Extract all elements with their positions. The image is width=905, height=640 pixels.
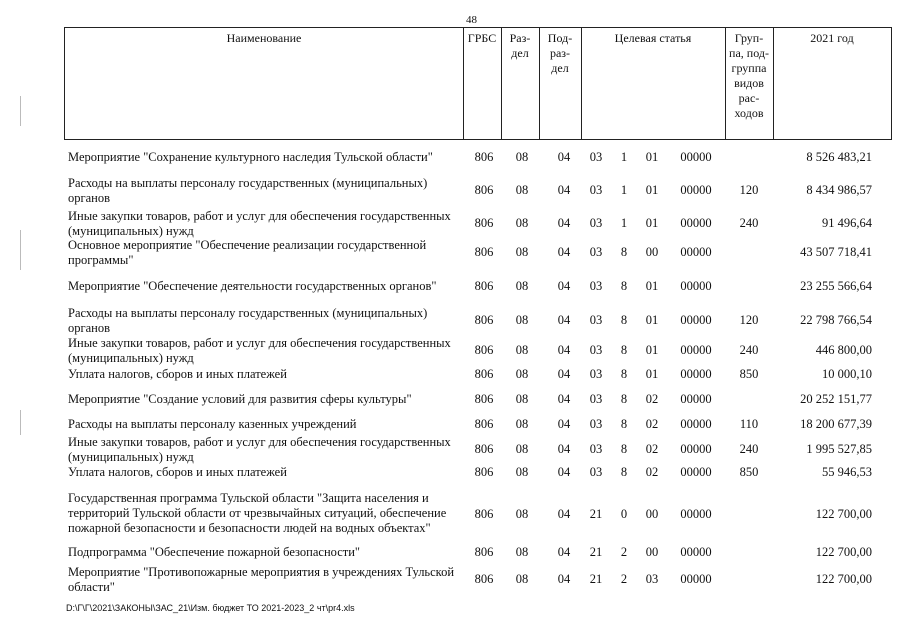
cell-c4: 00000 xyxy=(680,367,712,381)
table-row xyxy=(0,238,905,268)
row-name: Расходы на выплаты персоналу казенных учреждений xyxy=(68,417,357,431)
table-row xyxy=(0,565,905,595)
cell-amount: 8 434 986,57 xyxy=(806,183,872,197)
cell-c1: 03 xyxy=(589,343,603,357)
cell-amount: 122 700,00 xyxy=(815,507,872,521)
cell-podrazdel: 04 xyxy=(557,150,571,164)
cell-c4: 00000 xyxy=(680,216,712,230)
cell-c1: 03 xyxy=(589,313,603,327)
cell-podrazdel: 04 xyxy=(557,279,571,293)
cell-grbs: 806 xyxy=(474,313,494,327)
cell-c2: 1 xyxy=(620,150,628,164)
cell-c2: 8 xyxy=(620,313,628,327)
cell-vr: 120 xyxy=(739,313,759,327)
cell-c2: 8 xyxy=(620,367,628,381)
cell-c2: 8 xyxy=(620,343,628,357)
row-name: Подпрограмма "Обеспечение пожарной безопасности" xyxy=(68,545,361,559)
row-name: Иные закупки товаров, работ и услуг для обеспечения государственных (муниципальных) нужд xyxy=(68,435,451,464)
cell-c3: 00 xyxy=(645,507,659,521)
cell-amount: 446 800,00 xyxy=(815,343,872,357)
header-gruppa: Груп- па, под- группа видов рас- ходов xyxy=(729,31,769,120)
table-row xyxy=(0,491,905,539)
scan-margin-mark xyxy=(20,230,21,270)
cell-vr: 240 xyxy=(739,442,759,456)
table-row xyxy=(0,465,905,481)
cell-vr: 850 xyxy=(739,465,759,479)
cell-grbs: 806 xyxy=(474,367,494,381)
cell-c4: 00000 xyxy=(680,279,712,293)
cell-grbs: 806 xyxy=(474,183,494,197)
cell-podrazdel: 04 xyxy=(557,507,571,521)
table-row xyxy=(0,176,905,206)
cell-c3: 03 xyxy=(645,572,659,586)
table-row xyxy=(0,150,905,166)
cell-podrazdel: 04 xyxy=(557,572,571,586)
cell-c1: 03 xyxy=(589,442,603,456)
cell-c3: 00 xyxy=(645,245,659,259)
cell-razdel: 08 xyxy=(515,417,529,431)
cell-grbs: 806 xyxy=(474,343,494,357)
cell-c2: 1 xyxy=(620,183,628,197)
table-row xyxy=(0,435,905,465)
cell-c4: 00000 xyxy=(680,417,712,431)
cell-c4: 00000 xyxy=(680,245,712,259)
cell-c3: 02 xyxy=(645,392,659,406)
row-name: Расходы на выплаты персоналу государственных (муниципальных) органов xyxy=(68,306,428,335)
cell-amount: 91 496,64 xyxy=(822,216,872,230)
row-name: Государственная программа Тульской области "Защита населения и территорий Тульской области от чрезвычайных ситуаций, обеспечение пожарной безопасности и безопасности людей на водных объектах" xyxy=(68,491,447,535)
cell-amount: 1 995 527,85 xyxy=(806,442,872,456)
table-row xyxy=(0,209,905,239)
row-name: Уплата налогов, сборов и иных платежей xyxy=(68,367,287,381)
cell-amount: 43 507 718,41 xyxy=(800,245,872,259)
cell-c4: 00000 xyxy=(680,572,712,586)
row-name: Мероприятие "Создание условий для развития сферы культуры" xyxy=(68,392,412,406)
cell-razdel: 08 xyxy=(515,183,529,197)
cell-c1: 03 xyxy=(589,150,603,164)
cell-c3: 02 xyxy=(645,465,659,479)
row-name: Мероприятие "Противопожарные мероприятия в учреждениях Тульской области" xyxy=(68,565,455,594)
table-header xyxy=(64,27,892,140)
cell-c2: 8 xyxy=(620,279,628,293)
cell-grbs: 806 xyxy=(474,245,494,259)
cell-amount: 18 200 677,39 xyxy=(800,417,872,431)
cell-c2: 8 xyxy=(620,392,628,406)
cell-amount: 122 700,00 xyxy=(815,572,872,586)
row-name: Уплата налогов, сборов и иных платежей xyxy=(68,465,287,479)
cell-razdel: 08 xyxy=(515,367,529,381)
cell-razdel: 08 xyxy=(515,313,529,327)
cell-vr: 240 xyxy=(739,343,759,357)
cell-c4: 00000 xyxy=(680,442,712,456)
cell-grbs: 806 xyxy=(474,545,494,559)
scan-margin-mark xyxy=(20,96,21,126)
cell-c1: 03 xyxy=(589,245,603,259)
cell-c1: 03 xyxy=(589,417,603,431)
cell-razdel: 08 xyxy=(515,507,529,521)
cell-razdel: 08 xyxy=(515,545,529,559)
cell-c1: 03 xyxy=(589,183,603,197)
cell-c1: 03 xyxy=(589,367,603,381)
cell-c1: 03 xyxy=(589,279,603,293)
cell-c1: 21 xyxy=(589,507,603,521)
cell-c1: 21 xyxy=(589,545,603,559)
cell-vr: 850 xyxy=(739,367,759,381)
cell-c3: 01 xyxy=(645,150,659,164)
cell-podrazdel: 04 xyxy=(557,343,571,357)
cell-grbs: 806 xyxy=(474,392,494,406)
cell-podrazdel: 04 xyxy=(557,367,571,381)
cell-amount: 23 255 566,64 xyxy=(800,279,872,293)
row-name: Иные закупки товаров, работ и услуг для обеспечения государственных (муниципальных) нужд xyxy=(68,209,451,238)
cell-grbs: 806 xyxy=(474,150,494,164)
cell-razdel: 08 xyxy=(515,572,529,586)
table-row xyxy=(0,367,905,383)
cell-razdel: 08 xyxy=(515,392,529,406)
cell-c3: 02 xyxy=(645,442,659,456)
row-name: Иные закупки товаров, работ и услуг для обеспечения государственных (муниципальных) нужд xyxy=(68,336,451,365)
cell-amount: 22 798 766,54 xyxy=(800,313,872,327)
cell-c2: 2 xyxy=(620,545,628,559)
cell-c1: 03 xyxy=(589,216,603,230)
cell-razdel: 08 xyxy=(515,465,529,479)
cell-c2: 0 xyxy=(620,507,628,521)
cell-podrazdel: 04 xyxy=(557,216,571,230)
page-number: 48 xyxy=(466,14,477,26)
cell-c4: 00000 xyxy=(680,507,712,521)
cell-vr: 240 xyxy=(739,216,759,230)
cell-c3: 01 xyxy=(645,367,659,381)
header-razdel: Раз- дел xyxy=(509,31,531,60)
cell-c1: 03 xyxy=(589,465,603,479)
cell-grbs: 806 xyxy=(474,216,494,230)
row-name: Основное мероприятие "Обеспечение реализации государственной программы" xyxy=(68,238,427,267)
row-name: Расходы на выплаты персоналу государственных (муниципальных) органов xyxy=(68,176,428,205)
header-podrazdel: Под- раз- дел xyxy=(547,31,573,75)
cell-c4: 00000 xyxy=(680,545,712,559)
header-celevaya: Целевая статья xyxy=(614,31,692,45)
cell-c4: 00000 xyxy=(680,465,712,479)
cell-c2: 2 xyxy=(620,572,628,586)
cell-razdel: 08 xyxy=(515,150,529,164)
header-year: 2021 год xyxy=(810,31,854,45)
cell-podrazdel: 04 xyxy=(557,313,571,327)
cell-grbs: 806 xyxy=(474,279,494,293)
table-row xyxy=(0,336,905,366)
cell-razdel: 08 xyxy=(515,343,529,357)
cell-c4: 00000 xyxy=(680,392,712,406)
cell-amount: 10 000,10 xyxy=(822,367,872,381)
cell-c3: 01 xyxy=(645,183,659,197)
cell-amount: 8 526 483,21 xyxy=(806,150,872,164)
cell-amount: 122 700,00 xyxy=(815,545,872,559)
cell-c4: 00000 xyxy=(680,150,712,164)
header-grbs: ГРБС xyxy=(467,31,497,45)
cell-podrazdel: 04 xyxy=(557,442,571,456)
cell-razdel: 08 xyxy=(515,216,529,230)
cell-amount: 55 946,53 xyxy=(822,465,872,479)
cell-c1: 21 xyxy=(589,572,603,586)
table-row xyxy=(0,417,905,433)
header-name: Наименование xyxy=(226,31,302,45)
cell-podrazdel: 04 xyxy=(557,183,571,197)
cell-c3: 01 xyxy=(645,343,659,357)
cell-grbs: 806 xyxy=(474,442,494,456)
cell-c3: 01 xyxy=(645,313,659,327)
cell-c4: 00000 xyxy=(680,183,712,197)
cell-c2: 8 xyxy=(620,465,628,479)
cell-grbs: 806 xyxy=(474,465,494,479)
cell-c3: 00 xyxy=(645,545,659,559)
cell-razdel: 08 xyxy=(515,279,529,293)
cell-amount: 20 252 151,77 xyxy=(800,392,872,406)
cell-c4: 00000 xyxy=(680,343,712,357)
table-row xyxy=(0,279,905,295)
cell-podrazdel: 04 xyxy=(557,465,571,479)
cell-vr: 120 xyxy=(739,183,759,197)
cell-podrazdel: 04 xyxy=(557,545,571,559)
cell-vr: 110 xyxy=(739,417,759,431)
table-row xyxy=(0,306,905,336)
cell-c2: 8 xyxy=(620,245,628,259)
cell-razdel: 08 xyxy=(515,442,529,456)
row-name: Мероприятие "Обеспечение деятельности государственных органов" xyxy=(68,279,437,293)
cell-podrazdel: 04 xyxy=(557,245,571,259)
cell-c3: 01 xyxy=(645,216,659,230)
cell-grbs: 806 xyxy=(474,507,494,521)
row-name: Мероприятие "Сохранение культурного наследия Тульской области" xyxy=(68,150,433,164)
cell-grbs: 806 xyxy=(474,572,494,586)
cell-c2: 1 xyxy=(620,216,628,230)
cell-razdel: 08 xyxy=(515,245,529,259)
cell-c1: 03 xyxy=(589,392,603,406)
cell-c2: 8 xyxy=(620,442,628,456)
scan-margin-mark xyxy=(20,410,21,435)
cell-c3: 02 xyxy=(645,417,659,431)
footer-file-path: D:\Г\Г\2021\ЗАКОНЫ\ЗАС_21\Изм. бюджет ТО 2021-2023_2 чт\pr4.xls xyxy=(66,603,355,613)
cell-c4: 00000 xyxy=(680,313,712,327)
cell-grbs: 806 xyxy=(474,417,494,431)
cell-podrazdel: 04 xyxy=(557,417,571,431)
table-row xyxy=(0,545,905,561)
table-row xyxy=(0,392,905,408)
cell-c2: 8 xyxy=(620,417,628,431)
cell-c3: 01 xyxy=(645,279,659,293)
cell-podrazdel: 04 xyxy=(557,392,571,406)
